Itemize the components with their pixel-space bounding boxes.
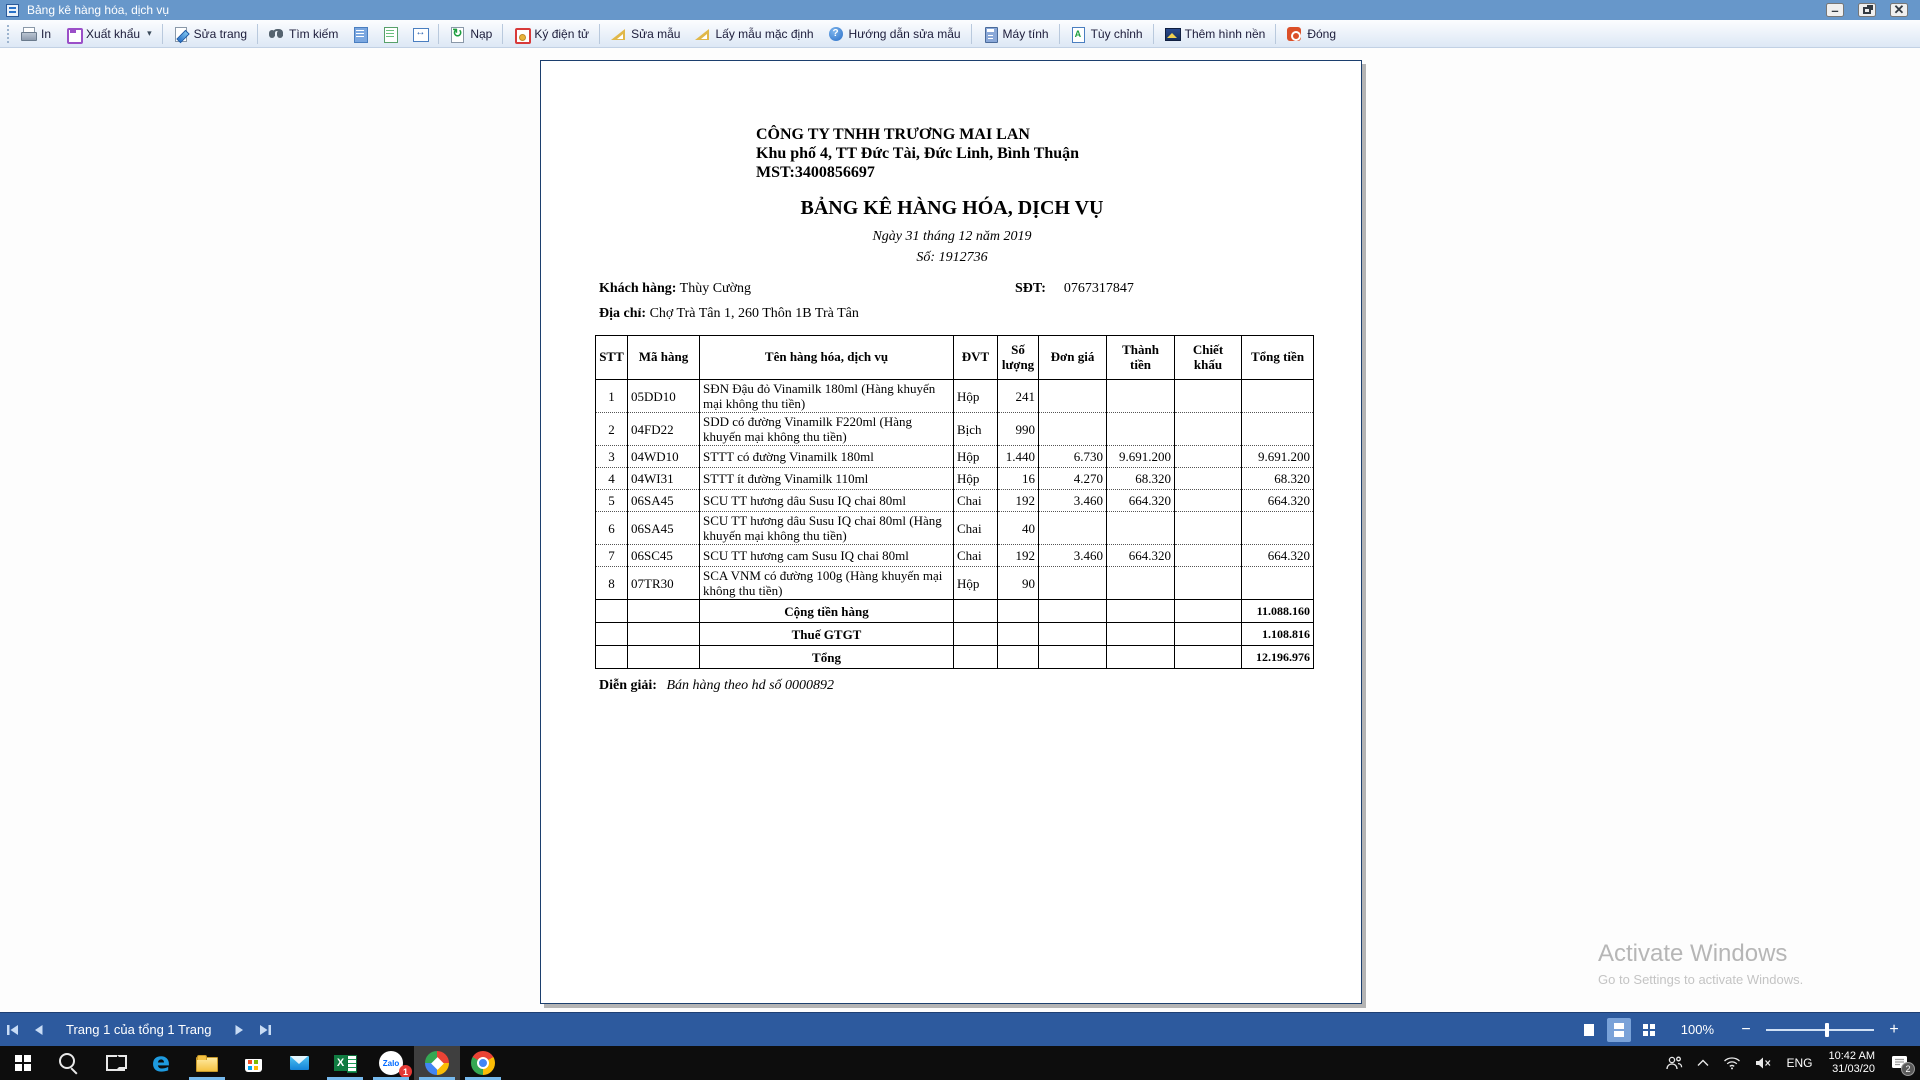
show-hidden-icons-icon[interactable] xyxy=(1690,1046,1716,1080)
table-total-row xyxy=(596,600,1314,623)
window-title: Bảng kê hàng hóa, dịch vụ xyxy=(27,3,170,17)
table-cell xyxy=(1242,567,1314,600)
taskbar-excel-icon[interactable] xyxy=(322,1046,368,1080)
table-cell: Chai xyxy=(954,512,998,545)
table-row xyxy=(596,490,1314,512)
notification-badge: 2 xyxy=(1901,1062,1915,1076)
table-cell xyxy=(954,600,998,623)
column-header: Đơn giá xyxy=(1039,336,1107,380)
binoculars-icon xyxy=(268,26,284,42)
table-cell: SCA VNM có đường 100g (Hàng khuyến mại không thu tiền) xyxy=(700,567,954,600)
ruler-icon xyxy=(610,26,626,42)
column-header: Số lượng xyxy=(998,336,1039,380)
table-cell xyxy=(1175,623,1242,646)
chrome-icon xyxy=(471,1051,495,1075)
tray-date: 31/03/20 xyxy=(1832,1063,1875,1075)
table-cell: 06SA45 xyxy=(628,490,700,512)
table-cell: 664.320 xyxy=(1242,545,1314,567)
table-cell xyxy=(1107,413,1175,446)
watermark-line2: Go to Settings to activate Windows. xyxy=(1598,972,1804,987)
table-cell xyxy=(1107,623,1175,646)
table-cell xyxy=(1175,446,1242,468)
toolbar-button-label: Tùy chỉnh xyxy=(1090,26,1143,41)
table-cell xyxy=(1175,380,1242,413)
table-cell: Hộp xyxy=(954,468,998,490)
watermark-line1: Activate Windows xyxy=(1598,940,1788,967)
taskbar xyxy=(0,1046,1920,1080)
toolbar-button-tuy-chinh[interactable] xyxy=(1063,22,1150,46)
taskbar-edge-icon[interactable] xyxy=(138,1046,184,1080)
table-cell: 3.460 xyxy=(1039,490,1107,512)
table-cell xyxy=(1039,413,1107,446)
toolbar-button-label: Tìm kiếm xyxy=(289,26,339,41)
refresh-icon xyxy=(449,26,465,42)
taskbar-mail-icon[interactable] xyxy=(276,1046,322,1080)
view-multiple-pages-button[interactable] xyxy=(1637,1018,1661,1042)
system-tray xyxy=(1658,1046,1920,1080)
table-cell: 1 xyxy=(596,380,628,413)
wifi-icon[interactable] xyxy=(1716,1046,1748,1080)
table-cell: 6.730 xyxy=(1039,446,1107,468)
previous-page-icon[interactable] xyxy=(26,1018,52,1042)
table-cell: 90 xyxy=(998,567,1039,600)
toolbar-button-label: Nạp xyxy=(470,26,493,41)
view-page-width-icon xyxy=(412,26,428,42)
table-cell xyxy=(998,646,1039,669)
table-cell: Chai xyxy=(954,545,998,567)
toolbar-button-tim-kiem[interactable] xyxy=(261,22,345,46)
phone-label: SĐT: xyxy=(1015,281,1046,296)
toolbar-button-nap[interactable] xyxy=(442,22,499,46)
table-cell xyxy=(596,646,628,669)
background-image-icon xyxy=(1164,26,1180,42)
table-cell: 68.320 xyxy=(1107,468,1175,490)
table-cell: 68.320 xyxy=(1242,468,1314,490)
toolbar-separator xyxy=(162,24,163,44)
company-name: CÔNG TY TNHH TRƯƠNG MAI LAN xyxy=(756,126,1030,143)
table-cell xyxy=(1242,380,1314,413)
zoom-in-icon[interactable]: + xyxy=(1884,1021,1904,1039)
note-row xyxy=(595,678,1309,694)
column-header: Thành tiền xyxy=(1107,336,1175,380)
company-address: Khu phố 4, TT Đức Tài, Đức Linh, Bình Thuận xyxy=(756,145,1080,162)
table-cell: 9.691.200 xyxy=(1107,446,1175,468)
table-row xyxy=(596,567,1314,600)
table-cell xyxy=(1242,413,1314,446)
table-cell xyxy=(998,600,1039,623)
table-cell xyxy=(1107,646,1175,669)
taskbar-store-icon[interactable] xyxy=(230,1046,276,1080)
table-cell xyxy=(1039,600,1107,623)
table-cell: 4 xyxy=(596,468,628,490)
taskbar-chrome-icon[interactable] xyxy=(460,1046,506,1080)
table-cell: SDD có đường Vinamilk F220ml (Hàng khuyến mại không thu tiền) xyxy=(700,413,954,446)
table-cell xyxy=(1039,567,1107,600)
table-cell: 990 xyxy=(998,413,1039,446)
toolbar-button--ong[interactable] xyxy=(1279,22,1343,46)
last-page-icon[interactable] xyxy=(252,1018,278,1042)
toolbar-button-label: Hướng dẫn sửa mẫu xyxy=(848,26,961,41)
close-circle-icon xyxy=(1286,26,1302,42)
edge-icon xyxy=(149,1051,173,1075)
table-cell: 9.691.200 xyxy=(1242,446,1314,468)
table-cell: SCU TT hương dâu Susu IQ chai 80ml (Hàng khuyến mại không thu tiền) xyxy=(700,512,954,545)
export-floppy-icon xyxy=(65,26,81,42)
company-tax-code: MST:3400856697 xyxy=(756,164,875,181)
table-cell: SCU TT hương cam Susu IQ chai 80ml xyxy=(700,545,954,567)
column-header: ĐVT xyxy=(954,336,998,380)
company-block xyxy=(756,125,1309,182)
customize-icon xyxy=(1070,26,1086,42)
toolbar-button-label: Sửa mẫu xyxy=(631,26,681,41)
toolbar-grip[interactable] xyxy=(5,25,10,43)
table-cell: Chai xyxy=(954,490,998,512)
toolbar-button-lay-mau-mac-inh[interactable] xyxy=(687,22,820,46)
taskbar-pinwheel-icon[interactable] xyxy=(414,1046,460,1080)
toolbar-button-view-page-width-icon[interactable] xyxy=(405,22,435,46)
zoom-level: 100% xyxy=(1680,1022,1714,1037)
activate-windows-watermark xyxy=(1598,940,1803,987)
table-cell: 06SA45 xyxy=(628,512,700,545)
zoom-slider[interactable] xyxy=(1766,1029,1874,1031)
start-icon xyxy=(11,1051,35,1075)
toolbar-button-label: Thêm hình nền xyxy=(1184,26,1266,41)
page-edit-icon xyxy=(173,26,189,42)
column-header: Tổng tiền xyxy=(1242,336,1314,380)
taskview-icon xyxy=(103,1051,127,1075)
toolbar-separator xyxy=(971,24,972,44)
toolbar-button-xuat-khau[interactable] xyxy=(58,22,159,46)
table-cell: STTT có đường Vinamilk 180ml xyxy=(700,446,954,468)
toolbar-separator xyxy=(1153,24,1154,44)
table-cell xyxy=(1039,380,1107,413)
document-date: Ngày 31 tháng 12 năm 2019 xyxy=(872,229,1032,244)
people-icon[interactable] xyxy=(1658,1046,1690,1080)
minimize-icon[interactable]: – xyxy=(1826,3,1844,17)
table-cell xyxy=(1175,413,1242,446)
taskbar-taskview-icon[interactable] xyxy=(92,1046,138,1080)
table-cell: 192 xyxy=(998,490,1039,512)
table-cell: 06SC45 xyxy=(628,545,700,567)
table-cell xyxy=(628,646,700,669)
toolbar-button-label: In xyxy=(41,26,52,41)
chevron-down-icon[interactable]: ▾ xyxy=(147,28,152,38)
total-label: Thuế GTGT xyxy=(700,623,954,646)
table-cell: STTT ít đường Vinamilk 110ml xyxy=(700,468,954,490)
toolbar-button-in[interactable] xyxy=(13,22,58,46)
explorer-icon xyxy=(195,1051,219,1075)
table-cell: 5 xyxy=(596,490,628,512)
table-cell xyxy=(1175,545,1242,567)
table-total-row xyxy=(596,623,1314,646)
document-number: Số: 1912736 xyxy=(916,250,988,265)
table-cell: 16 xyxy=(998,468,1039,490)
table-cell xyxy=(596,600,628,623)
table-cell xyxy=(1107,567,1175,600)
column-header: Chiết khấu xyxy=(1175,336,1242,380)
table-row xyxy=(596,413,1314,446)
table-header-row xyxy=(596,336,1314,380)
table-cell: 04WI31 xyxy=(628,468,700,490)
table-cell xyxy=(1175,512,1242,545)
table-cell xyxy=(1175,468,1242,490)
table-cell: 07TR30 xyxy=(628,567,700,600)
column-header: Mã hàng xyxy=(628,336,700,380)
restore-icon[interactable] xyxy=(1858,3,1876,17)
clock[interactable] xyxy=(1820,1046,1884,1080)
table-cell: Hộp xyxy=(954,567,998,600)
toolbar-button-label: Lấy mẫu mặc định xyxy=(715,26,814,41)
view-single-page-button[interactable] xyxy=(1577,1018,1601,1042)
toolbar-separator xyxy=(599,24,600,44)
phone-row xyxy=(1015,281,1134,297)
calculator-icon xyxy=(982,26,998,42)
excel-icon xyxy=(333,1051,357,1075)
total-label: Cộng tiền hàng xyxy=(700,600,954,623)
table-cell: 7 xyxy=(596,545,628,567)
language-indicator[interactable]: ENG xyxy=(1780,1046,1820,1080)
note-value: Bán hàng theo hd số 0000892 xyxy=(666,678,835,693)
table-cell xyxy=(1039,646,1107,669)
phone-value: 0767317847 xyxy=(1063,281,1134,296)
toolbar-button-sua-trang[interactable] xyxy=(166,22,254,46)
toolbar-button-label: Máy tính xyxy=(1002,26,1049,41)
notification-center-icon[interactable] xyxy=(1884,1046,1916,1080)
title-bar xyxy=(0,0,1920,20)
total-label: Tổng xyxy=(700,646,954,669)
help-icon xyxy=(828,26,844,42)
table-row xyxy=(596,380,1314,413)
note-label: Diễn giải: xyxy=(599,678,657,693)
table-cell xyxy=(1175,567,1242,600)
document-title: BẢNG KÊ HÀNG HÓA, DỊCH VỤ xyxy=(800,197,1104,219)
table-cell xyxy=(998,623,1039,646)
total-value: 11.088.160 xyxy=(1242,600,1314,623)
ruler-icon xyxy=(694,26,710,42)
status-bar xyxy=(0,1012,1920,1046)
app-badge: 1 xyxy=(399,1065,412,1078)
table-cell: 664.320 xyxy=(1242,490,1314,512)
toolbar-separator xyxy=(502,24,503,44)
table-cell xyxy=(1107,380,1175,413)
customer-value: Thùy Cường xyxy=(679,281,752,296)
preview-area xyxy=(0,48,1920,1012)
table-cell: 2 xyxy=(596,413,628,446)
table-cell xyxy=(1242,512,1314,545)
toolbar-separator xyxy=(257,24,258,44)
address-value: Chợ Trà Tân 1, 260 Thôn 1B Trà Tân xyxy=(649,306,859,321)
toolbar-button-label: Sửa trang xyxy=(193,26,247,41)
address-label: Địa chỉ: xyxy=(599,306,647,321)
toolbar-button-view-single-page-icon[interactable] xyxy=(345,22,375,46)
table-cell xyxy=(1039,512,1107,545)
table-cell: SĐN Đậu đỏ Vinamilk 180ml (Hàng khuyến mại không thu tiền) xyxy=(700,380,954,413)
table-cell xyxy=(628,600,700,623)
table-cell: 192 xyxy=(998,545,1039,567)
table-cell: 40 xyxy=(998,512,1039,545)
toolbar-separator xyxy=(438,24,439,44)
table-cell xyxy=(1175,600,1242,623)
table-cell xyxy=(1107,512,1175,545)
toolbar-button-may-tinh[interactable] xyxy=(975,22,1056,46)
zoom-out-icon[interactable]: − xyxy=(1736,1021,1756,1039)
toolbar-button-label: Xuất khẩu xyxy=(86,26,141,41)
table-cell: Hộp xyxy=(954,380,998,413)
table-cell xyxy=(954,623,998,646)
taskbar-zalo-icon[interactable] xyxy=(368,1046,414,1080)
table-cell: 1.440 xyxy=(998,446,1039,468)
toolbar-button-label: Ký điện tử xyxy=(534,26,590,41)
column-header: Tên hàng hóa, dịch vụ xyxy=(700,336,954,380)
goods-table xyxy=(595,335,1314,669)
customer-label: Khách hàng: xyxy=(599,281,677,296)
table-cell xyxy=(1175,646,1242,669)
view-single-page-icon xyxy=(352,26,368,42)
table-cell: 04WD10 xyxy=(628,446,700,468)
table-cell: 3.460 xyxy=(1039,545,1107,567)
taskbar-start-icon[interactable] xyxy=(0,1046,46,1080)
table-cell xyxy=(628,623,700,646)
table-cell: 3 xyxy=(596,446,628,468)
view-continuous-button[interactable] xyxy=(1607,1018,1631,1042)
table-cell xyxy=(596,623,628,646)
next-page-icon[interactable] xyxy=(226,1018,252,1042)
table-cell: 05DD10 xyxy=(628,380,700,413)
volume-muted-icon[interactable] xyxy=(1748,1046,1780,1080)
table-cell: 04FD22 xyxy=(628,413,700,446)
table-cell: 664.320 xyxy=(1107,490,1175,512)
printer-icon xyxy=(20,26,36,42)
total-value: 12.196.976 xyxy=(1242,646,1314,669)
toolbar-button-sua-mau[interactable] xyxy=(603,22,687,46)
toolbar-button-them-hinh-nen[interactable] xyxy=(1157,22,1273,46)
search-icon xyxy=(57,1051,81,1075)
first-page-icon[interactable] xyxy=(0,1018,26,1042)
table-cell xyxy=(1107,600,1175,623)
table-cell xyxy=(1039,623,1107,646)
column-header: STT xyxy=(596,336,628,380)
store-icon xyxy=(241,1051,265,1075)
table-row xyxy=(596,545,1314,567)
customer-row xyxy=(595,281,1309,302)
mail-icon xyxy=(287,1051,311,1075)
pinwheel-icon xyxy=(425,1051,449,1075)
table-cell: 664.320 xyxy=(1107,545,1175,567)
toolbar-button-huong-dan-sua-mau[interactable] xyxy=(821,22,968,46)
table-cell xyxy=(954,646,998,669)
tray-time: 10:42 AM xyxy=(1828,1050,1875,1062)
taskbar-explorer-icon[interactable] xyxy=(184,1046,230,1080)
table-total-row xyxy=(596,646,1314,669)
table-cell: Bịch xyxy=(954,413,998,446)
table-cell xyxy=(1175,490,1242,512)
table-cell: 6 xyxy=(596,512,628,545)
table-row xyxy=(596,446,1314,468)
table-cell: SCU TT hương dâu Susu IQ chai 80ml xyxy=(700,490,954,512)
table-cell: 8 xyxy=(596,567,628,600)
toolbar-button-view-continuous-icon[interactable] xyxy=(375,22,405,46)
table-row xyxy=(596,512,1314,545)
table-cell: 241 xyxy=(998,380,1039,413)
toolbar-button-ky-ien-tu[interactable] xyxy=(506,22,596,46)
view-continuous-icon xyxy=(382,26,398,42)
total-value: 1.108.816 xyxy=(1242,623,1314,646)
toolbar-button-label: Đóng xyxy=(1307,26,1337,41)
close-icon[interactable]: ✕ xyxy=(1890,3,1908,17)
toolbar-separator xyxy=(1275,24,1276,44)
page-indicator: Trang 1 của tổng 1 Trang xyxy=(66,1022,212,1037)
address-row xyxy=(595,306,1309,327)
digital-sign-icon xyxy=(513,26,529,42)
table-row xyxy=(596,468,1314,490)
toolbar xyxy=(0,20,1920,48)
zoom-slider-handle[interactable] xyxy=(1825,1023,1829,1037)
document-page xyxy=(540,60,1362,1004)
taskbar-search-icon[interactable] xyxy=(46,1046,92,1080)
app-icon xyxy=(6,4,19,17)
toolbar-separator xyxy=(1059,24,1060,44)
table-cell: 4.270 xyxy=(1039,468,1107,490)
table-cell: Hộp xyxy=(954,446,998,468)
